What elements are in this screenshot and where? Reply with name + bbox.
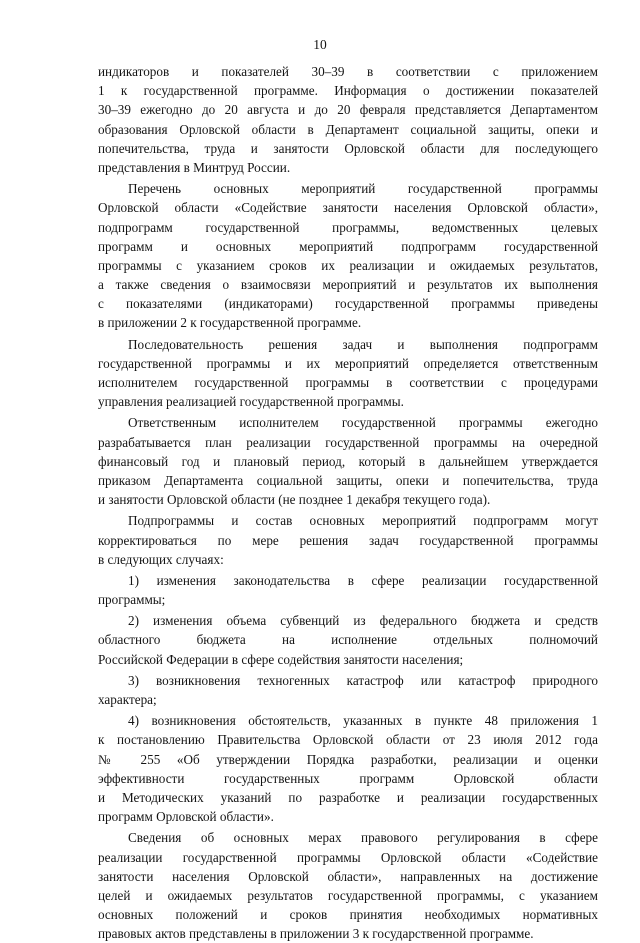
- text-line: с показателями (индикаторами) государственной программы приведены: [98, 296, 598, 312]
- text-line: Перечень основных мероприятий государственной программы: [128, 181, 598, 197]
- text-line: 1 к государственной программе. Информация о достижении показателей: [98, 83, 598, 99]
- text-line: программы с указанием сроков их реализации и ожидаемых результатов,: [98, 257, 598, 273]
- text-line: занятости населения Орловской области», направленных на достижение: [98, 868, 598, 884]
- text-line: попечительства, труда и занятости Орловской области для последующего: [98, 140, 598, 156]
- text-line: а также сведения о взаимосвязи мероприятий и результатов их выполнения: [98, 277, 598, 293]
- paragraph: [98, 711, 598, 826]
- text-line: целей и ожидаемых результатов государственной программы, с указанием: [98, 887, 598, 903]
- paragraph: [98, 335, 598, 412]
- text-line: исполнителем государственной программы в соответствии с процедурами: [98, 375, 598, 390]
- text-line: подпрограмм государственной программы, ведомственных целевых: [98, 219, 598, 235]
- text-line: эффективности государственных программ Орловской области: [98, 770, 598, 786]
- text-line: 2) изменения объема субвенций из федерального бюджета и средств: [128, 613, 598, 629]
- text-line: № 255 «Об утверждении Порядка разработки, реализации и оценки: [98, 751, 598, 767]
- text-line: правовых актов представлены в приложении 3 к государственной программе.: [98, 926, 534, 942]
- text-line: в приложении 2 к государственной программе.: [98, 315, 362, 331]
- text-line: программы;: [98, 592, 166, 608]
- text-line: приказом Департамента социальной защиты, опеки и попечительства, труда: [98, 472, 598, 488]
- text-line: Сведения об основных мерах правового регулирования в сфере: [128, 830, 598, 846]
- text-line: программ и основных мероприятий подпрограмм государственной: [98, 238, 598, 254]
- paragraph: [98, 828, 598, 943]
- text-line: финансовый год и плановый период, который в дальнейшем утверждается: [98, 453, 598, 469]
- text-line: и Методических указаний по разработке и реализации государственных: [98, 789, 598, 805]
- text-line: государственной программы и их мероприятий определяется ответственным: [98, 355, 598, 371]
- text-line: корректироваться по мере решения задач государственной программы: [98, 532, 598, 548]
- paragraph: [98, 413, 598, 509]
- text-line: Российской Федерации в сфере содействия занятости населения;: [98, 651, 464, 667]
- text-line: в следующих случаях:: [98, 551, 224, 567]
- paragraph: [98, 62, 598, 177]
- text-line: реализации государственной программы Орловской области «Содействие: [98, 849, 598, 865]
- text-line: и занятости Орловской области (не позднее 1 декабря текущего года).: [98, 492, 491, 508]
- paragraph: [98, 611, 598, 669]
- text-line: программ Орловской области».: [98, 809, 274, 825]
- text-line: Последовательность решения задач и выполнения подпрограмм: [128, 336, 598, 352]
- text-line: 1) изменения законодательства в сфере реализации государственной: [128, 572, 598, 588]
- text-line: Орловской области «Содействие занятости населения Орловской области»,: [98, 200, 598, 216]
- text-line: 30–39 ежегодно до 20 августа и до 20 февраля представляется Департаментом: [98, 102, 598, 118]
- text-line: областного бюджета на исполнение отдельных полномочий: [98, 632, 598, 648]
- text-line: разрабатывается план реализации государственной программы на очередной: [98, 434, 598, 450]
- text-line: к постановлению Правительства Орловской области от 23 июля 2012 года: [98, 732, 598, 748]
- paragraph: [98, 511, 598, 569]
- text-line: 3) возникновения техногенных катастроф или катастроф природного: [128, 672, 598, 688]
- text-line: Подпрограммы и состав основных мероприятий подпрограмм могут: [128, 513, 598, 529]
- text-line: образования Орловской области в Департамент социальной защиты, опеки и: [98, 121, 598, 137]
- text-line: индикаторов и показателей 30–39 в соответствии с приложением: [98, 64, 598, 79]
- text-line: основных положений и сроков принятия необходимых нормативных: [98, 907, 598, 923]
- body-text: [98, 62, 598, 943]
- paragraph: [98, 671, 598, 709]
- page-number: 10: [313, 37, 327, 52]
- text-line: представления в Минтруд России.: [98, 159, 291, 175]
- text-line: Ответственным исполнителем государственной программы ежегодно: [128, 415, 598, 431]
- paragraph: [98, 571, 598, 609]
- text-line: характера;: [98, 692, 157, 707]
- text-line: управления реализацией государственной программы.: [98, 394, 404, 410]
- text-line: 4) возникновения обстоятельств, указанных в пункте 48 приложения 1: [128, 713, 598, 729]
- paragraph: [98, 179, 598, 333]
